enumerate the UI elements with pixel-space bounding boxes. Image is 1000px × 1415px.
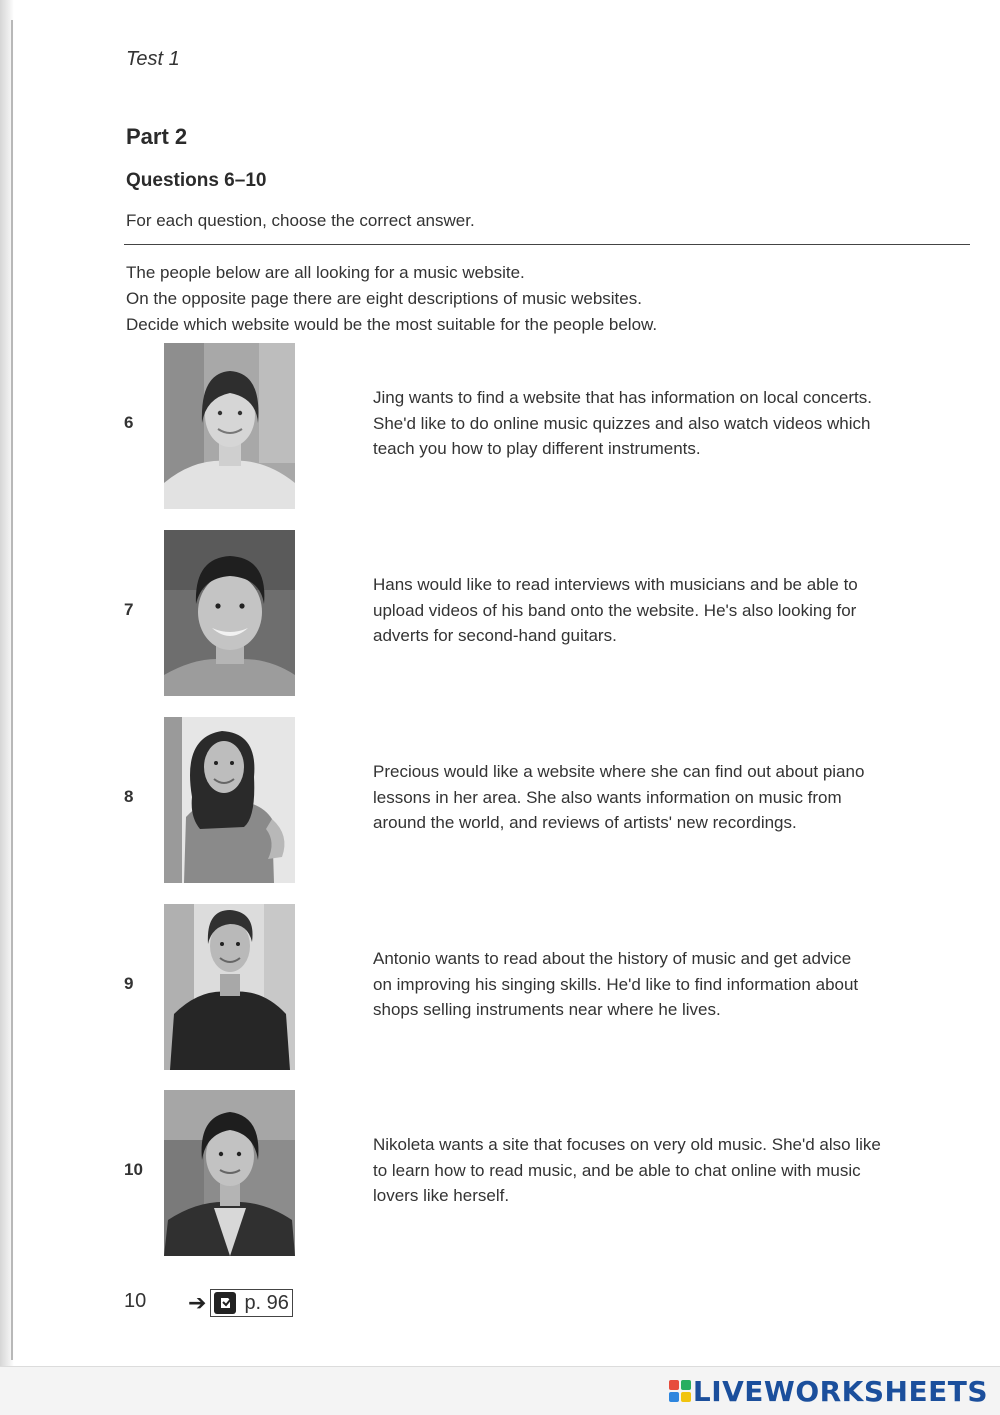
question-7 — [0, 530, 1000, 698]
answer-key-reference[interactable] — [188, 1288, 293, 1318]
question-line: adverts for second-hand guitars. — [373, 626, 617, 645]
intro-line: Decide which website would be the most suitable for the people below. — [126, 315, 658, 334]
portrait-young-man-icon — [164, 904, 295, 1070]
divider-rule — [124, 244, 970, 245]
instruction-text: For each question, choose the correct answer. — [126, 211, 475, 230]
question-line: Jing wants to find a website that has information on local concerts. — [373, 388, 872, 407]
question-9 — [0, 904, 1000, 1072]
question-number: 7 — [124, 600, 134, 619]
question-line: shops selling instruments near where he lives. — [373, 1000, 721, 1019]
liveworksheets-logo-icon — [669, 1380, 691, 1402]
answer-key-link[interactable] — [210, 1289, 292, 1317]
portrait-woman-dark-hair-icon — [164, 1090, 295, 1256]
portrait-woman-short-hair-icon — [164, 343, 295, 509]
question-line: She'd like to do online music quizzes and also watch videos which — [373, 413, 871, 433]
question-line: on improving his singing skills. He'd like to find information about — [373, 974, 859, 994]
portrait-woman-short-hair-photo — [164, 343, 295, 509]
question-text — [373, 572, 973, 649]
intro-line: The people below are all looking for a music website. — [126, 263, 525, 282]
question-text — [373, 1132, 973, 1209]
part-title: Part 2 — [126, 124, 188, 149]
question-number: 6 — [124, 413, 134, 432]
question-line: Hans would like to read interviews with musicians and be able to — [373, 575, 858, 594]
question-line: upload videos of his band onto the website. He's also looking for — [373, 600, 857, 620]
question-6 — [0, 343, 1000, 511]
portrait-smiling-man-icon — [164, 530, 295, 696]
intro-line: On the opposite page there are eight descriptions of music websites. — [126, 289, 642, 308]
portrait-woman-dark-hair-photo — [164, 1090, 295, 1256]
question-text — [373, 759, 973, 836]
portrait-woman-long-hair-icon — [164, 717, 295, 883]
portrait-young-man-photo — [164, 904, 295, 1070]
answer-key-page: p. 96 — [244, 1291, 289, 1314]
running-head: Test 1 — [126, 48, 180, 70]
question-text — [373, 385, 973, 462]
questions-title: Questions 6–10 — [126, 170, 267, 191]
page-number: 10 — [124, 1290, 147, 1312]
question-line: lessons in her area. She also wants information on music from — [373, 787, 842, 807]
question-10 — [0, 1090, 1000, 1258]
question-number: 8 — [124, 787, 134, 806]
question-line: Nikoleta wants a site that focuses on very old music. She'd also like — [373, 1135, 881, 1154]
portrait-smiling-man-photo — [164, 530, 295, 696]
answer-key-icon — [214, 1292, 236, 1314]
question-line: around the world, and reviews of artists' new recordings. — [373, 813, 797, 832]
question-line: Precious would like a website where she can find out about piano — [373, 762, 865, 781]
intro-paragraph — [126, 260, 657, 338]
right-arrow-icon: ➔ — [188, 1290, 207, 1315]
question-8 — [0, 717, 1000, 885]
question-text — [373, 946, 973, 1023]
question-line: to learn how to read music, and be able to chat online with music — [373, 1160, 861, 1180]
question-line: Antonio wants to read about the history of music and get advice — [373, 949, 852, 968]
liveworksheets-watermark — [669, 1374, 988, 1408]
question-line: teach you how to play different instruments. — [373, 439, 701, 458]
question-line: lovers like herself. — [373, 1186, 510, 1205]
question-number: 10 — [124, 1160, 143, 1179]
question-number: 9 — [124, 974, 134, 993]
watermark-text: LIVEWORKSHEETS — [692, 1374, 988, 1408]
portrait-woman-long-hair-photo — [164, 717, 295, 883]
